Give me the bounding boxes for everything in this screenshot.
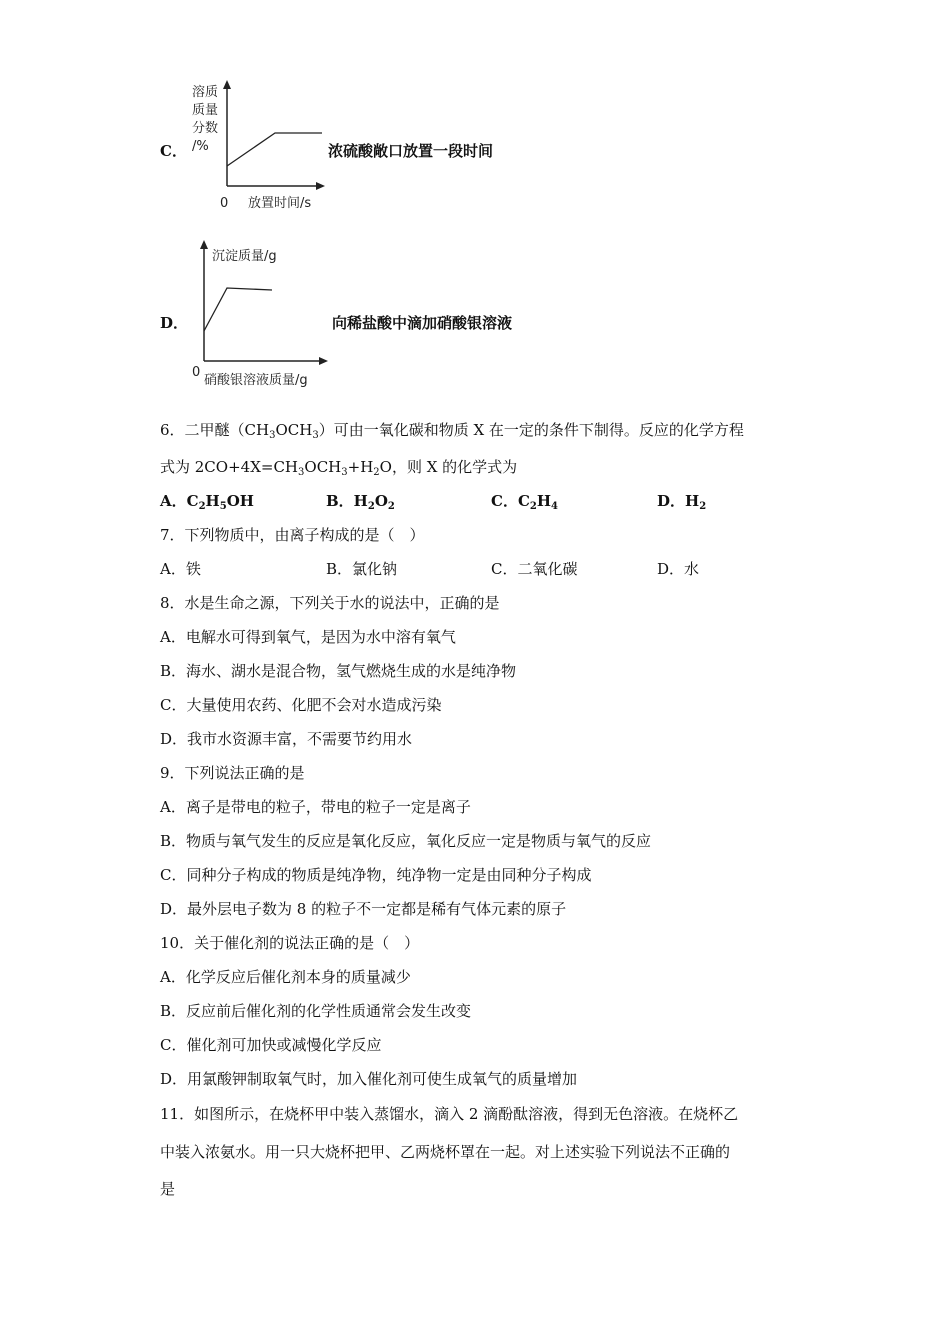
q9-option-c[interactable]: C．同种分子构成的物质是纯净物，纯净物一定是由同种分子构成: [160, 866, 592, 884]
q6-option-b[interactable]: B．$H_2O_2$: [326, 492, 395, 512]
q11-stem-line-2: 中装入浓氨水。用一只大烧杯把甲、乙两烧杯罩在一起。对上述实验下列说法不正确的: [160, 1143, 731, 1161]
graph-c-y-label: [192, 84, 218, 154]
graph-c-x-arrow: [316, 182, 325, 190]
q7-option-b[interactable]: B．氯化钠: [326, 560, 398, 578]
q10-option-b[interactable]: B．反应前后催化剂的化学性质通常会发生改变: [160, 1002, 472, 1020]
graph-d-x-label: 硝酸银溶液质量/g: [204, 373, 308, 388]
q7-option-a[interactable]: A．铁: [160, 560, 201, 578]
q7-stem: 7．下列物质中，由离子构成的是（ ）: [160, 526, 425, 544]
graph-c-y-arrow: [223, 80, 231, 89]
graph-c: [180, 78, 340, 218]
q6-option-c[interactable]: C．$C_2H_4$: [491, 492, 559, 512]
graph-d: [190, 238, 340, 388]
q7-option-d[interactable]: D．水: [657, 560, 700, 578]
q6-option-d[interactable]: D．$H_2$: [657, 492, 707, 512]
graph-d-caption: 向稀盐酸中滴加硝酸银溶液: [332, 314, 513, 332]
graph-c-y-label-2: 质量: [192, 103, 219, 118]
q10-option-d[interactable]: D．用氯酸钾制取氧气时，加入催化剂可使生成氧气的质量增加: [160, 1070, 578, 1088]
option-c-label: C．: [160, 142, 187, 160]
q11-stem-line-3: 是: [160, 1180, 176, 1198]
q9-option-d[interactable]: D．最外层电子数为 8 的粒子不一定都是稀有气体元素的原子: [160, 900, 567, 918]
graph-d-curve: [204, 288, 272, 331]
graph-c-curve: [227, 133, 322, 166]
graph-c-y-label-1: 溶质: [192, 85, 219, 100]
graph-d-y-arrow: [200, 240, 208, 249]
q8-option-a[interactable]: A．电解水可得到氧气，是因为水中溶有氧气: [160, 628, 456, 646]
graph-c-caption: 浓硫酸敞口放置一段时间: [328, 142, 494, 160]
graph-d-origin: 0: [192, 365, 201, 380]
q10-option-c[interactable]: C．催化剂可加快或减慢化学反应: [160, 1036, 382, 1054]
q8-stem: 8．水是生命之源，下列关于水的说法中，正确的是: [160, 594, 500, 612]
graph-c-y-label-3: 分数: [192, 121, 219, 136]
q6-option-a[interactable]: A．$C_2H_5OH$: [160, 492, 254, 512]
q11-stem-line-1: 11．如图所示，在烧杯甲中装入蒸馏水，滴入 2 滴酚酞溶液，得到无色溶液。在烧杯乙: [160, 1105, 739, 1123]
q9-stem: 9．下列说法正确的是: [160, 764, 305, 782]
q6-stem-line-2: 式为 $2CO+4X=CH_3OCH_3+H_2O$，则 X 的化学式为: [160, 458, 518, 478]
q7-option-c[interactable]: C．二氧化碳: [491, 560, 578, 578]
q8-option-d[interactable]: D．我市水资源丰富，不需要节约用水: [160, 730, 413, 748]
graph-c-y-label-4: /%: [192, 139, 209, 154]
q9-option-b[interactable]: B．物质与氧气发生的反应是氧化反应，氧化反应一定是物质与氧气的反应: [160, 832, 652, 850]
q8-option-c[interactable]: C．大量使用农药、化肥不会对水造成污染: [160, 696, 442, 714]
option-d-label: D．: [160, 314, 189, 332]
q9-option-a[interactable]: A．离子是带电的粒子，带电的粒子一定是离子: [160, 798, 471, 816]
graph-d-y-label: 沉淀质量/g: [212, 249, 277, 264]
graph-c-x-label: 放置时间/s: [248, 196, 312, 211]
graph-d-x-arrow: [319, 357, 328, 365]
q8-option-b[interactable]: B．海水、湖水是混合物，氢气燃烧生成的水是纯净物: [160, 662, 517, 680]
q10-stem: 10．关于催化剂的说法正确的是（ ）: [160, 934, 420, 952]
graph-c-origin: 0: [220, 196, 229, 211]
q10-option-a[interactable]: A．化学反应后催化剂本身的质量减少: [160, 968, 411, 986]
q6-stem-line-1: 6．二甲醚$(CH_3OCH_3)$可由一氧化碳和物质 X 在一定的条件下制得。反应的化学方程: [160, 421, 744, 441]
